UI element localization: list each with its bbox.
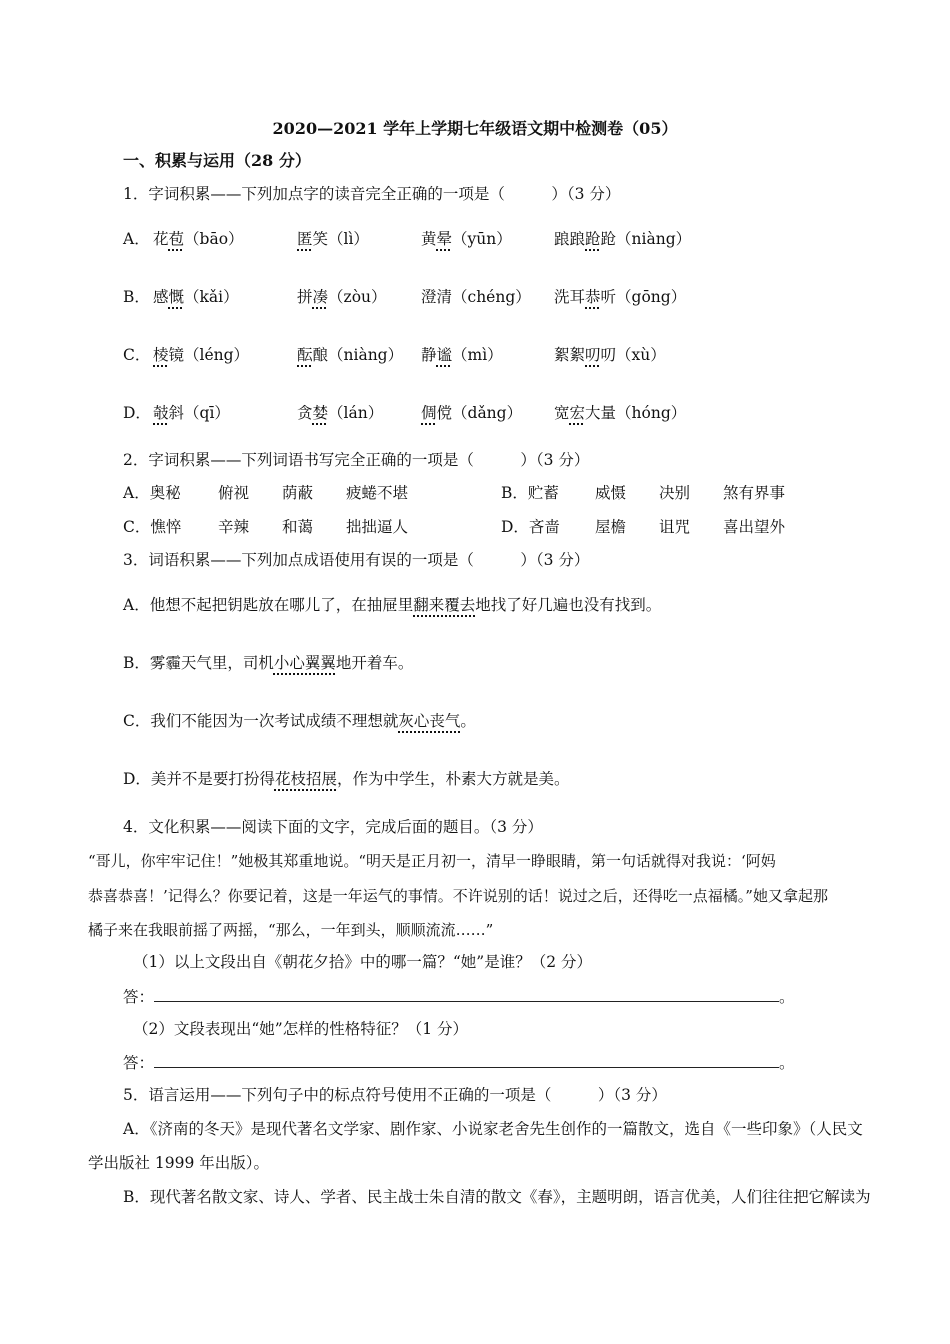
q1-dotted-char: 叨 — [585, 346, 601, 364]
q4-passage-line1: “哥儿，你牢牢记住！”她极其郑重地说。“明天是正月初一，清早一睁眼睛，第一句话就得对我说：‘阿妈 — [88, 852, 776, 870]
q1-dotted-char: 宏 — [569, 404, 586, 422]
q2-d-3: 诅咒 — [659, 518, 691, 536]
q1-dotted-char: 谧 — [436, 346, 453, 364]
q1-word: 酝酿（niàng） — [297, 346, 404, 364]
q4-stem: 4．文化积累——阅读下面的文字，完成后面的题目。（3 分） — [123, 818, 543, 836]
q1-option-label: C． — [123, 346, 151, 364]
q3-d-text: D．美并不是要打扮得 — [123, 770, 275, 788]
q3-c-text: C．我们不能因为一次考试成绩不理想就 — [123, 712, 399, 730]
q3-b-idiom: 小心翼翼 — [273, 654, 336, 672]
q1-dotted-char: 酝 — [297, 346, 313, 364]
q5-b-line1: B．现代著名散文家、诗人、学者、民主战士朱自清的散文《春》，主题明朗，语言优美，人们往往把它解读为 — [123, 1188, 871, 1206]
q2-b-1: B．贮蓄 — [501, 484, 559, 502]
q3-a-text2: 地找了好几遍也没有找到。 — [475, 596, 662, 614]
q1-word: 匿笑（lì） — [297, 230, 369, 248]
q4-passage-line3: 橘子来在我眼前摇了两摇，“那么，一年到头，顺顺流流……” — [88, 921, 494, 939]
q1-dotted-char: 倜 — [421, 404, 437, 422]
q1-dotted-char: 恭 — [585, 288, 601, 306]
page-title: 2020—2021 学年上学期七年级语文期中检测卷（05） — [272, 119, 678, 138]
answer-label: 答： — [123, 988, 155, 1006]
q3-stem: 3．词语积累——下列加点成语使用有误的一项是（ ）（3 分） — [123, 551, 590, 569]
q3-option-c — [123, 709, 476, 731]
q1-option-label: A． — [123, 230, 150, 248]
q3-d-idiom: 花枝招展 — [274, 770, 337, 788]
q1-stem: 1．字词积累——下列加点字的读音完全正确的一项是（ ）（3 分） — [123, 185, 621, 203]
q3-c-idiom: 灰心丧气 — [398, 712, 461, 730]
q1-word: 洗耳恭听（gōng） — [554, 288, 687, 306]
answer-label: 答： — [123, 1054, 155, 1072]
q4-sub2: （2）文段表现出“她”怎样的性格特征？（1 分） — [133, 1020, 468, 1038]
q2-a-1: A．奥秘 — [123, 484, 181, 502]
q1-option-label: B． — [123, 288, 150, 306]
q3-a-text: A．他想不起把钥匙放在哪儿了，在抽屉里 — [123, 596, 414, 614]
q2-b-4: 煞有界事 — [723, 484, 786, 502]
q2-b-3: 决别 — [659, 484, 691, 502]
q2-c-1: C．憔悴 — [123, 518, 182, 536]
q2-b-2: 威慑 — [595, 484, 627, 502]
q2-stem: 2．字词积累——下列词语书写完全正确的一项是（ ）（3 分） — [123, 451, 590, 469]
q2-a-3: 荫蔽 — [282, 484, 314, 502]
q1-word: 静谧（mì） — [421, 346, 503, 364]
q1-dotted-char: 苞 — [168, 230, 185, 248]
q5-a-line2: 学出版社 1999 年出版）。 — [88, 1154, 270, 1172]
q1-dotted-char: 凑 — [312, 288, 329, 306]
q1-dotted-char: 匿 — [297, 230, 313, 248]
q2-d-4: 喜出望外 — [723, 518, 786, 536]
q5-a-line1: A．《济南的冬天》是现代著名文学家、剧作家、小说家老舍先生创作的一篇散文，选自《一些印象》（人民文 — [123, 1120, 863, 1138]
answer-period: 。 — [779, 988, 795, 1006]
q5-stem: 5．语言运用——下列句子中的标点符号使用不正确的一项是（ ）（3 分） — [123, 1086, 667, 1104]
q2-d-1: D．吝啬 — [501, 518, 560, 536]
q1-word: 倜傥（dǎng） — [421, 404, 523, 422]
q3-b-text2: 地开着车。 — [335, 654, 414, 672]
q3-d-text2: ，作为中学生，朴素大方就是美。 — [336, 770, 570, 788]
q1-word: 棱镜（léng） — [153, 346, 250, 364]
q2-c-3: 和蔼 — [282, 518, 314, 536]
q1-dotted-char: 慨 — [168, 288, 185, 306]
q2-a-4: 疲蜷不堪 — [346, 484, 409, 502]
q4-sub1: （1）以上文段出自《朝花夕拾》中的哪一篇？“她”是谁？（2 分） — [133, 953, 593, 971]
answer-line-2[interactable] — [154, 1052, 779, 1068]
q1-word: 贪婪（lán） — [297, 404, 384, 422]
q3-option-d — [123, 767, 569, 789]
q2-c-4: 拙拙逼人 — [346, 518, 409, 536]
q3-option-b — [123, 651, 413, 673]
q4-answer2 — [123, 1051, 795, 1073]
q1-word: 拼凑（zòu） — [297, 288, 387, 306]
q1-word: 感慨（kǎi） — [153, 288, 239, 306]
q1-option-label: D． — [123, 404, 151, 422]
q3-a-idiom: 翻来覆去 — [413, 596, 476, 614]
q4-passage-line2: 恭喜恭喜！’记得么？你要记着，这是一年运气的事情。不许说别的话！说过之后，还得吃一点福橘。”她又拿起那 — [88, 887, 828, 905]
q3-option-a — [123, 593, 661, 615]
q1-dotted-char: 攲 — [153, 404, 169, 422]
q1-word: 絮絮叨叨（xù） — [554, 346, 666, 364]
q1-dotted-char: 婪 — [312, 404, 329, 422]
q2-d-2: 屋檐 — [595, 518, 627, 536]
q1-word: 宽宏大量（hóng） — [554, 404, 687, 422]
q1-word: 花苞（bāo） — [153, 230, 244, 248]
q1-word: 踉踉跄跄（niàng） — [554, 230, 692, 248]
answer-line-1[interactable] — [154, 986, 779, 1002]
answer-period: 。 — [779, 1054, 795, 1072]
q3-c-text2: 。 — [460, 712, 476, 730]
q1-dotted-char: 棱 — [153, 346, 169, 364]
section-heading: 一、积累与运用（28 分） — [123, 151, 311, 170]
q1-word: 攲斜（qī） — [153, 404, 230, 422]
q2-a-2: 俯视 — [218, 484, 250, 502]
q4-answer1 — [123, 985, 795, 1007]
q2-c-2: 辛辣 — [218, 518, 250, 536]
q1-dotted-char: 跄 — [585, 230, 601, 248]
q1-dotted-char: 晕 — [436, 230, 453, 248]
q1-word: 黄晕（yūn） — [421, 230, 512, 248]
q1-word: 澄清（chéng） — [421, 288, 531, 306]
q3-b-text: B．雾霾天气里，司机 — [123, 654, 274, 672]
